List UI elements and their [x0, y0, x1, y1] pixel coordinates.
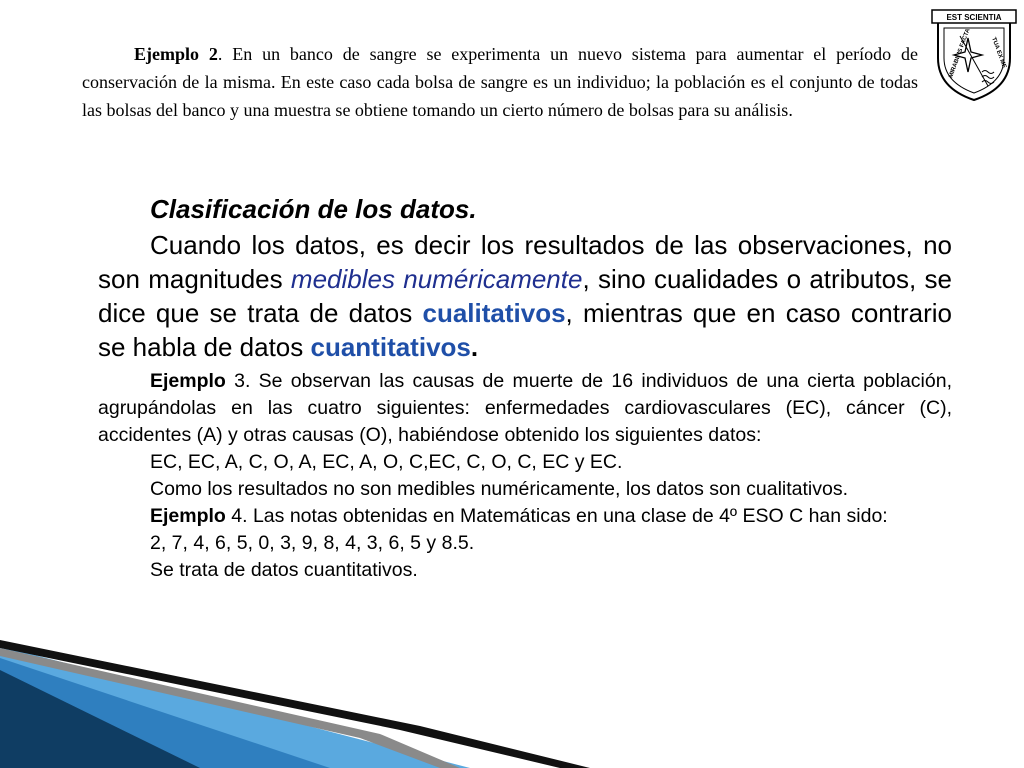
example4-text: 4. Las notas obtenidas en Matemáticas en una clase de 4º ESO C han sido: — [225, 505, 888, 527]
example3-paragraph — [98, 368, 952, 449]
example4-data: 2, 7, 4, 6, 5, 0, 3, 9, 8, 4, 3, 6, 5 y 8.5. — [150, 532, 475, 554]
crest-top-text: EST SCIENTIA — [946, 13, 1002, 22]
intro-text: . En un banco de sangre se experimenta un nuevo sistema para aumentar el período de conservación de la misma. En este caso cada bolsa de sangre es un individuo; la población es el conjunto de todas las bolsas del banco y una muestra se obtiene tomando un cierto número de bolsas para su análisis. — [82, 44, 918, 120]
qualitative-term: cualitativos — [422, 298, 566, 328]
example3-conclusion: Como los resultados no son medibles numéricamente, los datos son cualitativos. — [150, 478, 849, 500]
example4-conclusion: Se trata de datos cuantitativos. — [150, 559, 418, 581]
intro-paragraph — [82, 40, 918, 124]
example3-data: EC, EC, A, C, O, A, EC, A, O, C,EC, C, O, C, EC y EC. — [150, 451, 623, 473]
quantitative-term: cuantitativos — [310, 332, 471, 362]
definition-text-2: , sino cualidades o atributos, se dice que se trata de datos — [98, 264, 953, 328]
section-heading: Clasificación de los datos. — [150, 194, 477, 224]
university-crest-logo — [930, 8, 1018, 104]
definition-paragraph — [98, 228, 952, 364]
definition-text-1: Cuando los datos, es decir los resultados de las observaciones, no son magnitudes — [98, 230, 952, 294]
definition-text-3: , mientras que en caso contrario se habla de datos — [98, 298, 952, 362]
measurable-term: medibles numéricamente — [290, 264, 583, 294]
crest-left-text: MIRABILIS FACTA — [948, 27, 972, 79]
example3-text: 3. Se observan las causas de muerte de 16 individuos de una cierta población, agrupándolas en las cuatro siguientes: enfermedades cardiovasculares (EC), cáncer (C), accidentes (A) y otras causas (O), habiéndose obtenido los siguientes datos: — [98, 370, 952, 446]
example3-label: Ejemplo — [150, 370, 226, 392]
main-content — [98, 192, 952, 584]
crest-right-text: TUA EX ME — [990, 36, 1007, 70]
decorative-stripes — [0, 600, 1024, 768]
definition-end: . — [470, 332, 479, 362]
example4-label: Ejemplo — [150, 505, 226, 527]
intro-label: Ejemplo 2 — [134, 44, 218, 64]
example4-paragraph — [98, 503, 952, 530]
